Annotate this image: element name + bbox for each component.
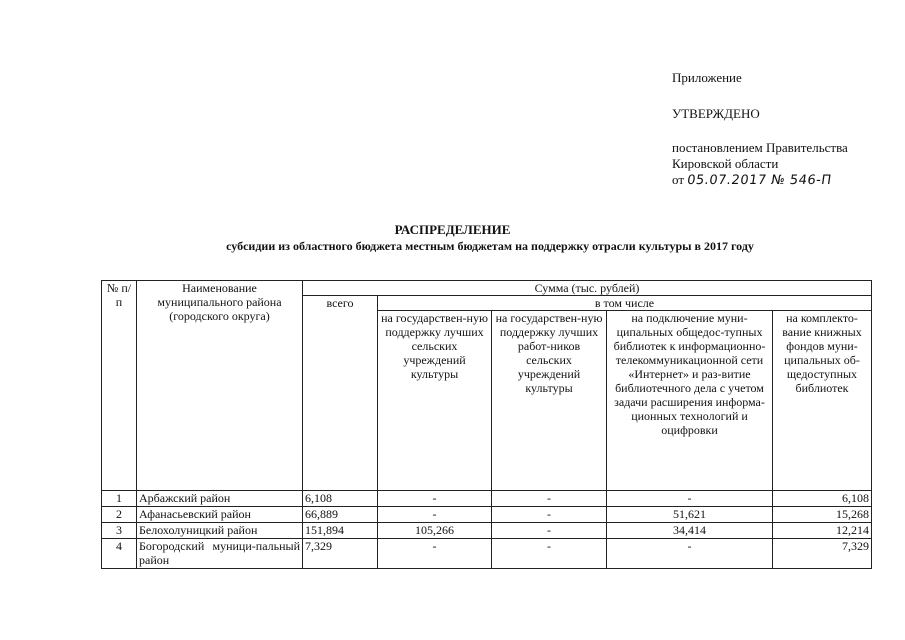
- cell-a: -: [378, 491, 492, 507]
- cell-total: 6,108: [303, 491, 378, 507]
- cell-name: Белохолуницкий район: [137, 523, 303, 539]
- header-including: в том числе: [378, 296, 872, 311]
- cell-name: Афанасьевский район: [137, 507, 303, 523]
- cell-b: -: [492, 491, 607, 507]
- cell-num: 3: [102, 523, 137, 539]
- appendix-label: Приложение: [672, 70, 742, 85]
- table-row: [102, 491, 872, 507]
- cell-name: Арбажский район: [137, 491, 303, 507]
- cell-b: -: [492, 523, 607, 539]
- cell-a: -: [378, 539, 492, 569]
- distribution-table: [101, 280, 872, 569]
- cell-total: 151,894: [303, 523, 378, 539]
- header-sum: Сумма (тыс. рублей): [303, 281, 872, 296]
- date-line: [672, 172, 832, 189]
- document-title: РАСПРЕДЕЛЕНИЕ: [394, 222, 511, 237]
- header-col-c: на подключение муни-ципальных общедос-тупных библиотек к информационно-телекоммуникационной сети «Интернет» и раз-витие библиотечного дела с учетом задачи расширения информа-ционных технологий и оцифровки: [607, 311, 773, 491]
- cell-a: -: [378, 507, 492, 523]
- date-prefix: от: [672, 172, 685, 187]
- cell-name: Богородский муници-пальный район: [137, 539, 303, 569]
- cell-b: -: [492, 507, 607, 523]
- cell-a: 105,266: [378, 523, 492, 539]
- table-row: [102, 523, 872, 539]
- header-col-a: на государствен-ную поддержку лучших сельских учреждений культуры: [378, 311, 492, 491]
- cell-d: 6,108: [773, 491, 872, 507]
- cell-total: 7,329: [303, 539, 378, 569]
- cell-c: -: [607, 539, 773, 569]
- resolution-line: постановлением Правительства: [672, 140, 848, 155]
- cell-num: 2: [102, 507, 137, 523]
- cell-num: 1: [102, 491, 137, 507]
- cell-c: -: [607, 491, 773, 507]
- document-subtitle: субсидии из областного бюджета местным бюджетам на поддержку отрасли культуры в 2017 году: [226, 239, 754, 253]
- cell-d: 15,268: [773, 507, 872, 523]
- handwritten-date-number: 05.07.2017 № 546-П: [686, 173, 833, 188]
- header-num: № п/п: [102, 281, 137, 491]
- cell-b: -: [492, 539, 607, 569]
- cell-total: 66,889: [303, 507, 378, 523]
- table-row: [102, 507, 872, 523]
- table-row: [102, 539, 872, 569]
- header-name: Наименование муниципального района (городского округа): [137, 281, 303, 491]
- approved-label: УТВЕРЖДЕНО: [672, 106, 760, 121]
- cell-c: 51,621: [607, 507, 773, 523]
- header-col-b: на государствен-ную поддержку лучших работ-ников сельских учреждений культуры: [492, 311, 607, 491]
- cell-c: 34,414: [607, 523, 773, 539]
- header-col-d: на комплекто-вание книжных фондов муни-ципальных об-щедоступных библиотек: [773, 311, 872, 491]
- cell-d: 12,214: [773, 523, 872, 539]
- header-total: всего: [303, 296, 378, 491]
- cell-num: 4: [102, 539, 137, 569]
- header-row-1: [102, 281, 872, 296]
- region-line: Кировской области: [672, 156, 779, 171]
- cell-d: 7,329: [773, 539, 872, 569]
